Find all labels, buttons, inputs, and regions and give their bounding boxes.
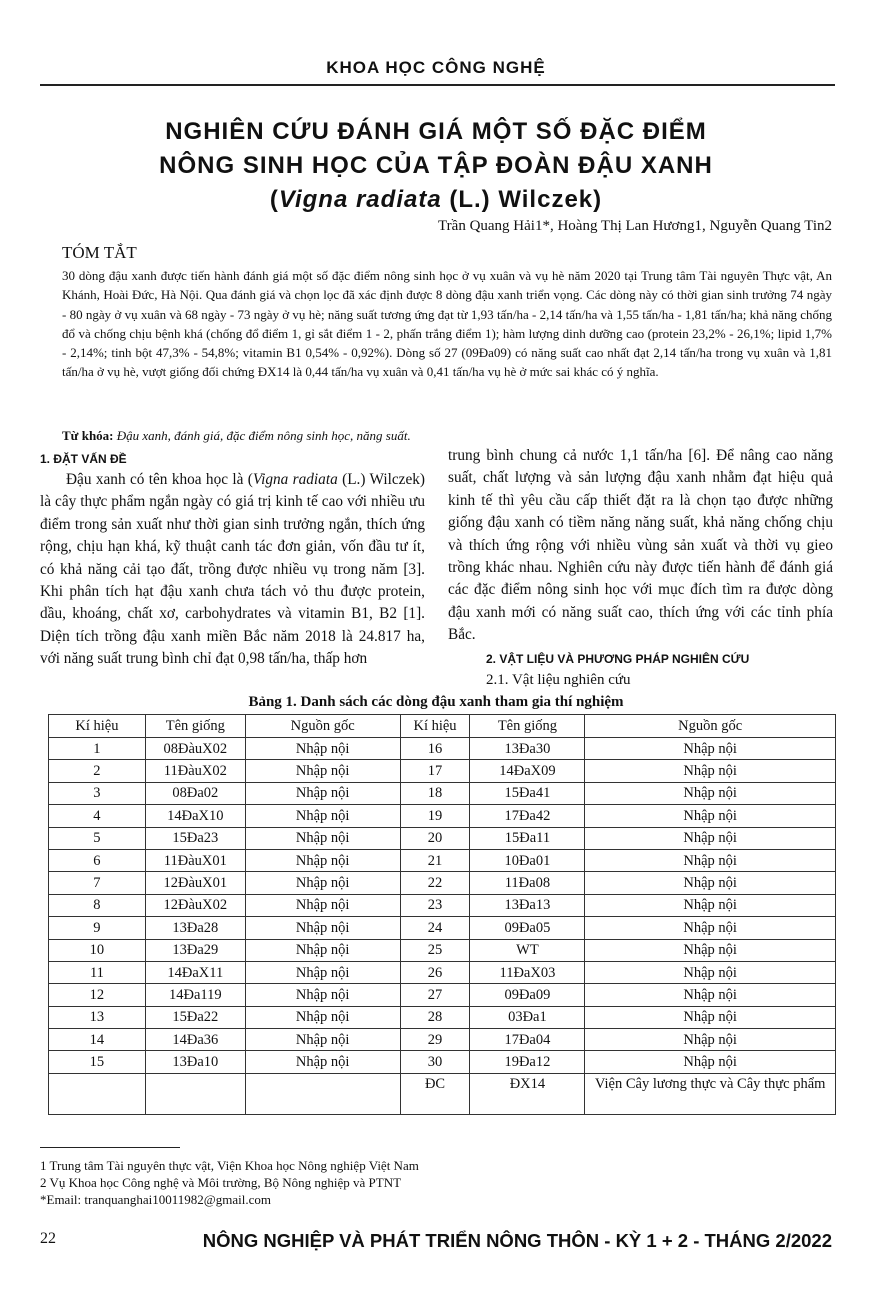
table-cell: 17 [400, 760, 470, 782]
table-cell: 13Đa29 [145, 939, 245, 961]
article-title-line-2: NÔNG SINH HỌC CỦA TẬP ĐOÀN ĐẬU XANH [159, 152, 713, 179]
table-row [49, 917, 836, 939]
table-cell: 11Đa08 [470, 872, 585, 894]
table-cell: 8 [49, 894, 146, 916]
table-row [49, 1073, 836, 1114]
table-cell: Nhập nội [245, 939, 400, 961]
table-cell: 11ĐaX03 [470, 961, 585, 983]
table-cell: 09Đa09 [470, 984, 585, 1006]
table-caption: Bảng 1. Danh sách các dòng đậu xanh tham gia thí nghiệm [248, 694, 624, 710]
table-cell: Nhập nội [585, 894, 836, 916]
table-cell: 18 [400, 782, 470, 804]
section-header: KHOA HỌC CÔNG NGHỆ [326, 58, 546, 77]
table-cell: 17Đa04 [470, 1029, 585, 1051]
footnote-1: 1 Trung tâm Tài nguyên thực vật, Viện Khoa học Nông nghiệp Việt Nam [40, 1158, 419, 1173]
table-cell: 08Đa02 [145, 782, 245, 804]
table-cell: 17Đa42 [470, 805, 585, 827]
keywords-text: Đậu xanh, đánh giá, đặc điểm nông sinh học, năng suất. [113, 428, 411, 443]
footnote-divider [40, 1147, 180, 1148]
table-cell: Viện Cây lương thực và Cây thực phẩm [585, 1073, 836, 1114]
article-title-line-1: NGHIÊN CỨU ĐÁNH GIÁ MỘT SỐ ĐẶC ĐIỂM [165, 118, 707, 145]
title-authority: (L.) Wilczek) [441, 186, 603, 213]
varieties-table [48, 714, 836, 1115]
section-2-heading: 2. VẬT LIỆU VÀ PHƯƠNG PHÁP NGHIÊN CỨU [486, 652, 750, 666]
table-cell: 24 [400, 917, 470, 939]
table-cell: 22 [400, 872, 470, 894]
table-cell: 19 [400, 805, 470, 827]
table-cell: 15 [49, 1051, 146, 1073]
abstract-text: 30 dòng đậu xanh được tiến hành đánh giá một số đặc điểm nông sinh học ở vụ xuân và vụ hè năm 2020 tại Trung tâm Tài nguyên Thực vật, An Khánh, Hoài Đức, Hà Nội. Qua đánh giá và chọn lọc đã xác định được 8 dòng đậu xanh triển vọng. Các dòng này có thời gian sinh trưởng 74 ngày - 80 ngày ở vụ xuân và 68 ngày - 73 ngày ở vụ hè; năng suất tương ứng đạt từ 1,93 tấn/ha - 2,14 tấn/ha và 1,55 tấn/ha - 1,81 tấn/ha; khả năng chống đổ và chống chịu bệnh khá (chống đổ điểm 1, gỉ sắt điểm 1 - 2, phấn trắng điểm 1); hàm lượng dinh dưỡng cao (protein 23,2% - 26,1%; lipid 1,7% - 2,14%; tinh bột 47,3% - 54,8%; vitamin B1 0,54% - 0,92%). Dòng số 27 (09Đa09) có năng suất cao nhất đạt 2,14 tấn/ha trong vụ xuân và 1,81 tấn/ha ở vụ hè, vượt giống đối chứng ĐX14 là 0,44 tấn/ha vụ xuân và 0,41 tấn/ha vụ hè ở mức sai khác có ý nghĩa. [62, 268, 832, 380]
table-cell: 13Đa13 [470, 894, 585, 916]
journal-footer: NÔNG NGHIỆP VÀ PHÁT TRIỂN NÔNG THÔN - KỲ 1 + 2 - THÁNG 2/2022 [202, 1230, 832, 1251]
table-cell: 14Đa119 [145, 984, 245, 1006]
table-cell: 03Đa1 [470, 1006, 585, 1028]
table-cell: 28 [400, 1006, 470, 1028]
table-cell: 26 [400, 961, 470, 983]
table-cell: 10 [49, 939, 146, 961]
table-cell: 14 [49, 1029, 146, 1051]
table-cell: 11ĐàuX01 [145, 849, 245, 871]
table-cell: 12ĐàuX01 [145, 872, 245, 894]
table-cell: Nhập nội [585, 961, 836, 983]
table-cell: 25 [400, 939, 470, 961]
table-cell: Nhập nội [585, 872, 836, 894]
table-cell: 1 [49, 738, 146, 760]
table-cell: Nhập nội [585, 827, 836, 849]
table-cell: 12 [49, 984, 146, 1006]
table-cell: 14ĐaX11 [145, 961, 245, 983]
column-header: Tên giống [470, 715, 585, 738]
table-cell: Nhập nội [245, 917, 400, 939]
table-cell: 2 [49, 760, 146, 782]
table-cell: Nhập nội [245, 827, 400, 849]
table-cell: 16 [400, 738, 470, 760]
table-cell: Nhập nội [585, 805, 836, 827]
table-cell: 08ĐàuX02 [145, 738, 245, 760]
table-cell: 4 [49, 805, 146, 827]
table-cell: 14Đa36 [145, 1029, 245, 1051]
table-cell: 6 [49, 849, 146, 871]
table-cell: Nhập nội [245, 1006, 400, 1028]
table-cell: ĐC [400, 1073, 470, 1114]
table-cell: Nhập nội [245, 984, 400, 1006]
table-row [49, 1029, 836, 1051]
table-row [49, 961, 836, 983]
column-header: Tên giống [145, 715, 245, 738]
table-header-row [49, 715, 836, 738]
table-cell: Nhập nội [245, 872, 400, 894]
keywords-label: Từ khóa: [62, 428, 114, 443]
table-cell: 15Đa11 [470, 827, 585, 849]
table-cell: Nhập nội [585, 1051, 836, 1073]
table-cell: 9 [49, 917, 146, 939]
table-cell: 29 [400, 1029, 470, 1051]
table-cell: 23 [400, 894, 470, 916]
table-cell: Nhập nội [585, 738, 836, 760]
table-cell: 3 [49, 782, 146, 804]
abstract-heading: TÓM TẮT [62, 243, 137, 262]
table-cell: 15Đa23 [145, 827, 245, 849]
table-cell: Nhập nội [585, 760, 836, 782]
table-row [49, 1051, 836, 1073]
keywords [62, 428, 411, 444]
table-cell: 19Đa12 [470, 1051, 585, 1073]
table-cell: 21 [400, 849, 470, 871]
table-cell: 10Đa01 [470, 849, 585, 871]
column-header: Kí hiệu [49, 715, 146, 738]
table-cell: 11ĐàuX02 [145, 760, 245, 782]
table-cell: 7 [49, 872, 146, 894]
section-1-heading: 1. ĐẶT VẤN ĐỀ [40, 452, 127, 466]
footnote-2: 2 Vụ Khoa học Công nghệ và Môi trường, Bộ Nông nghiệp và PTNT [40, 1175, 402, 1190]
table-cell: Nhập nội [585, 849, 836, 871]
table-cell: 20 [400, 827, 470, 849]
table-cell: Nhập nội [245, 805, 400, 827]
table-cell: 13Đa30 [470, 738, 585, 760]
table-cell [145, 1073, 245, 1114]
table-cell: Nhập nội [245, 760, 400, 782]
table-cell: 14ĐaX10 [145, 805, 245, 827]
column-header: Kí hiệu [400, 715, 470, 738]
table-row [49, 1006, 836, 1028]
footnotes [40, 1157, 419, 1208]
table-row [49, 872, 836, 894]
table-cell: 11 [49, 961, 146, 983]
table-cell: 13 [49, 1006, 146, 1028]
table-cell: Nhập nội [245, 894, 400, 916]
table-cell: Nhập nội [585, 917, 836, 939]
table-cell: Nhập nội [245, 849, 400, 871]
table-cell [245, 1073, 400, 1114]
table-row [49, 805, 836, 827]
table-cell: 5 [49, 827, 146, 849]
table-cell [49, 1073, 146, 1114]
table-cell: WT [470, 939, 585, 961]
title-paren: ( [269, 186, 279, 213]
header-divider [40, 84, 835, 86]
table-cell: Nhập nội [245, 782, 400, 804]
table-cell: Nhập nội [585, 782, 836, 804]
table-row [49, 894, 836, 916]
title-species: Vigna radiata [278, 186, 442, 213]
section-1-paragraph-cont: trung bình chung cả nước 1,1 tấn/ha [6]. Để nâng cao năng suất, chất lượng và sản lượng đậu xanh nhằm đạt hiệu quả kinh tế thì yêu cầu cấp thiết đặt ra là chọn tạo được những giống đậu xanh có tiềm năng năng suất, khả năng chống chịu và thích ứng rộng với nhiều vùng sản xuất và thời vụ gieo trồng khác nhau. Nghiên cứu này được tiến hành để đánh giá các đặc điểm nông sinh học với mục đích tìm ra được dòng đậu xanh mới có năng suất cao, thích ứng với các tỉnh phía Bắc. [448, 447, 833, 644]
table-cell: Nhập nội [585, 1006, 836, 1028]
table-cell: 12ĐàuX02 [145, 894, 245, 916]
table-row [49, 782, 836, 804]
table-cell: 15Đa22 [145, 1006, 245, 1028]
article-title-line-3 [0, 186, 872, 214]
column-header: Nguồn gốc [245, 715, 400, 738]
column-header: Nguồn gốc [585, 715, 836, 738]
para-species: Vigna radiata [252, 471, 338, 488]
table-cell: 13Đa10 [145, 1051, 245, 1073]
table-cell: 30 [400, 1051, 470, 1073]
table-cell: Nhập nội [245, 961, 400, 983]
subsection-heading: 2.1. Vật liệu nghiên cứu [486, 672, 631, 688]
page-number: 22 [40, 1230, 56, 1247]
table-cell: Nhập nội [585, 939, 836, 961]
table-cell: ĐX14 [470, 1073, 585, 1114]
table-cell: Nhập nội [585, 1029, 836, 1051]
table-row [49, 849, 836, 871]
table-cell: 27 [400, 984, 470, 1006]
table-row [49, 939, 836, 961]
table-cell: Nhập nội [245, 1051, 400, 1073]
authors: Trần Quang Hải1*, Hoàng Thị Lan Hương1, Nguyễn Quang Tin2 [438, 218, 832, 234]
section-1-paragraph [40, 469, 425, 671]
para-text: (L.) Wilczek) là cây thực phẩm ngắn ngày có giá trị kinh tế cao với nhiều ưu điểm trong sản xuất như thời gian sinh trưởng ngắn, thích ứng rộng, chịu hạn khá, kỹ thuật canh tác đơn giản, vốn đầu tư ít, có khả năng cải tạo đất, trồng được nhiều vụ trong năm [3]. Khi phân tích hạt đậu xanh chưa tách vỏ thu được protein, dầu, khoáng, chất xơ, carbohydrates và vitamin B1, B2 [1]. Diện tích trồng đậu xanh miền Bắc năm 2018 là 24.817 ha, với năng suất trung bình chỉ đạt 0,98 tấn/ha, thấp hơn [40, 471, 425, 668]
table-cell: 14ĐaX09 [470, 760, 585, 782]
table-row [49, 760, 836, 782]
para-text: Đậu xanh có tên khoa học là ( [66, 471, 253, 488]
table-row [49, 738, 836, 760]
table-cell: 09Đa05 [470, 917, 585, 939]
table-row [49, 984, 836, 1006]
table-cell: Nhập nội [245, 1029, 400, 1051]
footnote-email: *Email: tranquanghai10011982@gmail.com [40, 1192, 271, 1207]
table-cell: Nhập nội [585, 984, 836, 1006]
table-cell: 15Đa41 [470, 782, 585, 804]
table-cell: Nhập nội [245, 738, 400, 760]
table-row [49, 827, 836, 849]
table-cell: 13Đa28 [145, 917, 245, 939]
